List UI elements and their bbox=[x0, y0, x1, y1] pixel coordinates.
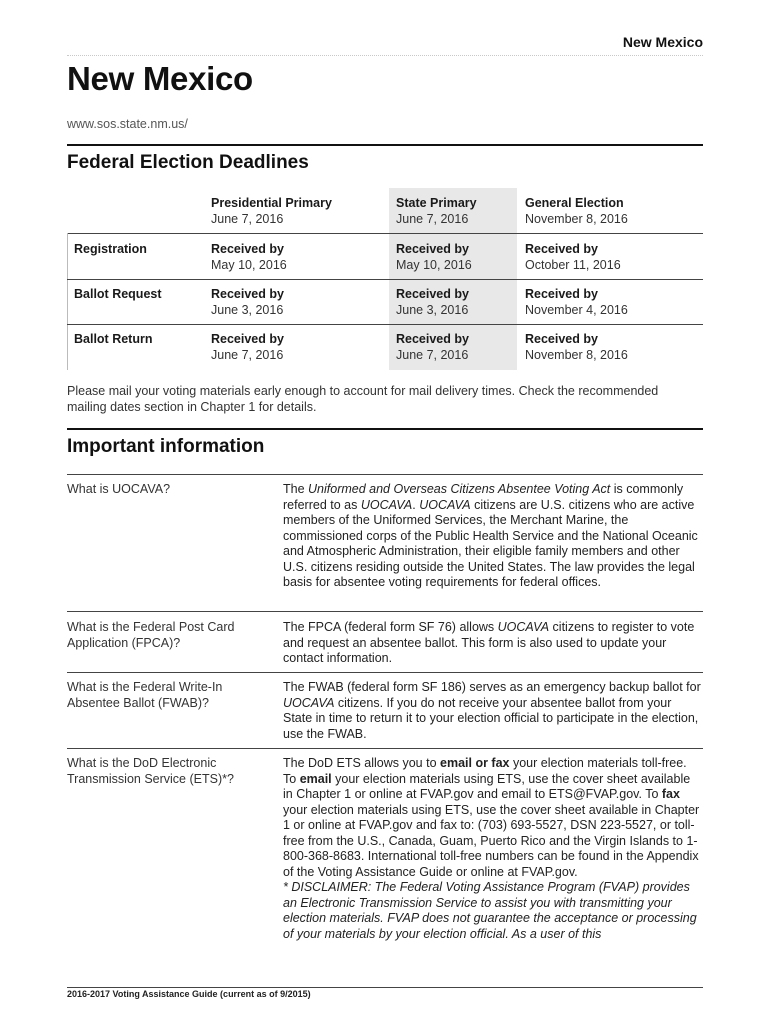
page-footer: 2016-2017 Voting Assistance Guide (current as of 9/2015) bbox=[67, 989, 311, 999]
deadline-cell: Received by November 8, 2016 bbox=[525, 332, 628, 362]
section-divider bbox=[67, 428, 703, 430]
info-question-fwab: What is the Federal Write-In Absentee Ballot (FWAB)? bbox=[67, 680, 223, 710]
info-divider bbox=[67, 474, 703, 475]
table-divider bbox=[67, 233, 703, 234]
table-left-border bbox=[67, 233, 68, 370]
info-question-uocava: What is UOCAVA? bbox=[67, 482, 171, 496]
column-header-general-election: General Election November 8, 2016 bbox=[525, 196, 628, 226]
deadline-cell: Received by May 10, 2016 bbox=[396, 242, 472, 272]
footer-divider bbox=[67, 987, 703, 988]
column-header-presidential-primary: Presidential Primary June 7, 2016 bbox=[211, 196, 332, 226]
row-label: Ballot Return bbox=[74, 332, 153, 346]
header-divider bbox=[67, 55, 703, 56]
deadlines-title: Federal Election Deadlines bbox=[67, 152, 309, 173]
info-question-ets: What is the DoD Electronic Transmission Service (ETS)*? bbox=[67, 756, 234, 786]
info-divider bbox=[67, 672, 703, 673]
state-website-link[interactable]: www.sos.state.nm.us/ bbox=[67, 117, 188, 131]
column-header-state-primary: State Primary June 7, 2016 bbox=[396, 196, 477, 226]
row-label: Ballot Request bbox=[74, 287, 162, 301]
deadline-cell: Received by June 3, 2016 bbox=[396, 287, 469, 317]
deadline-cell: Received by June 7, 2016 bbox=[211, 332, 284, 362]
running-header: New Mexico bbox=[622, 34, 703, 50]
info-answer-uocava: The Uniformed and Overseas Citizens Absentee Voting Act is commonly referred to as UOCAVA. UOCAVA citizens are U.S. citizens who are active members of the Uniformed Services, the Merchant Marine, the commissioned corps of the Public Health Service and the National Oceanic and Atmospheric Administration, their eligible family members and other U.S. citizens residing outside the United States. The law provides the legal basis for absentee voting requirements for federal offices. bbox=[283, 482, 698, 589]
info-answer-ets: The DoD ETS allows you to email or fax your election materials toll-free. To email your election materials using ETS, use the cover sheet available in Chapter 1 or online at FVAP.gov and email to ETS@FVAP.gov. To fax your election materials using ETS, use the cover sheet available in Chapter 1 or online at FVAP.gov and fax to: (703) 693-5527, DSN 223-5527, or toll-free from the U.S., Canada, Guam, Puerto Rico and the Virgin Islands to 1-800-368-8683. International toll-free numbers can be found in the Appendix of the Voting Assistance Guide or online at FVAP.gov. * DISCLAIMER: The Federal Voting Assistance Program (FVAP) provides an Electronic Transmission Service to assist you with transmitting your election materials. FVAP does not guarantee the acceptance or processing of your materials by your election official. As a user of this bbox=[283, 756, 700, 941]
mailing-note: Please mail your voting materials early enough to account for mail delivery times. Check the recommended mailing dates section in Chapter 1 for details. bbox=[67, 384, 659, 414]
info-divider bbox=[67, 611, 703, 612]
info-divider bbox=[67, 748, 703, 749]
important-info-title: Important information bbox=[67, 436, 265, 457]
info-answer-fpca: The FPCA (federal form SF 76) allows UOCAVA citizens to register to vote and request an absentee ballot. This form is also used to update your contact information. bbox=[283, 620, 695, 665]
deadlines-table bbox=[67, 188, 703, 370]
table-divider bbox=[67, 324, 703, 325]
deadline-cell: Received by October 11, 2016 bbox=[525, 242, 621, 272]
ets-disclaimer: * DISCLAIMER: The Federal Voting Assistance Program (FVAP) provides an Electronic Transmission Service to assist you with transmitting your election materials. FVAP does not guarantee the acceptance or processing of your materials by your election official. As a user of this bbox=[283, 880, 697, 941]
row-label: Registration bbox=[74, 242, 147, 256]
deadline-cell: Received by June 3, 2016 bbox=[211, 287, 284, 317]
table-divider bbox=[67, 279, 703, 280]
info-question-fpca: What is the Federal Post Card Application (FPCA)? bbox=[67, 620, 235, 650]
info-answer-fwab: The FWAB (federal form SF 186) serves as an emergency backup ballot for UOCAVA citizens. If you do not receive your absentee ballot from your State in time to return it to your election official to participate in the election, use the FWAB. bbox=[283, 680, 701, 741]
page-title: New Mexico bbox=[67, 60, 253, 97]
deadline-cell: Received by November 4, 2016 bbox=[525, 287, 628, 317]
section-divider bbox=[67, 144, 703, 146]
deadline-cell: Received by June 7, 2016 bbox=[396, 332, 469, 362]
deadline-cell: Received by May 10, 2016 bbox=[211, 242, 287, 272]
